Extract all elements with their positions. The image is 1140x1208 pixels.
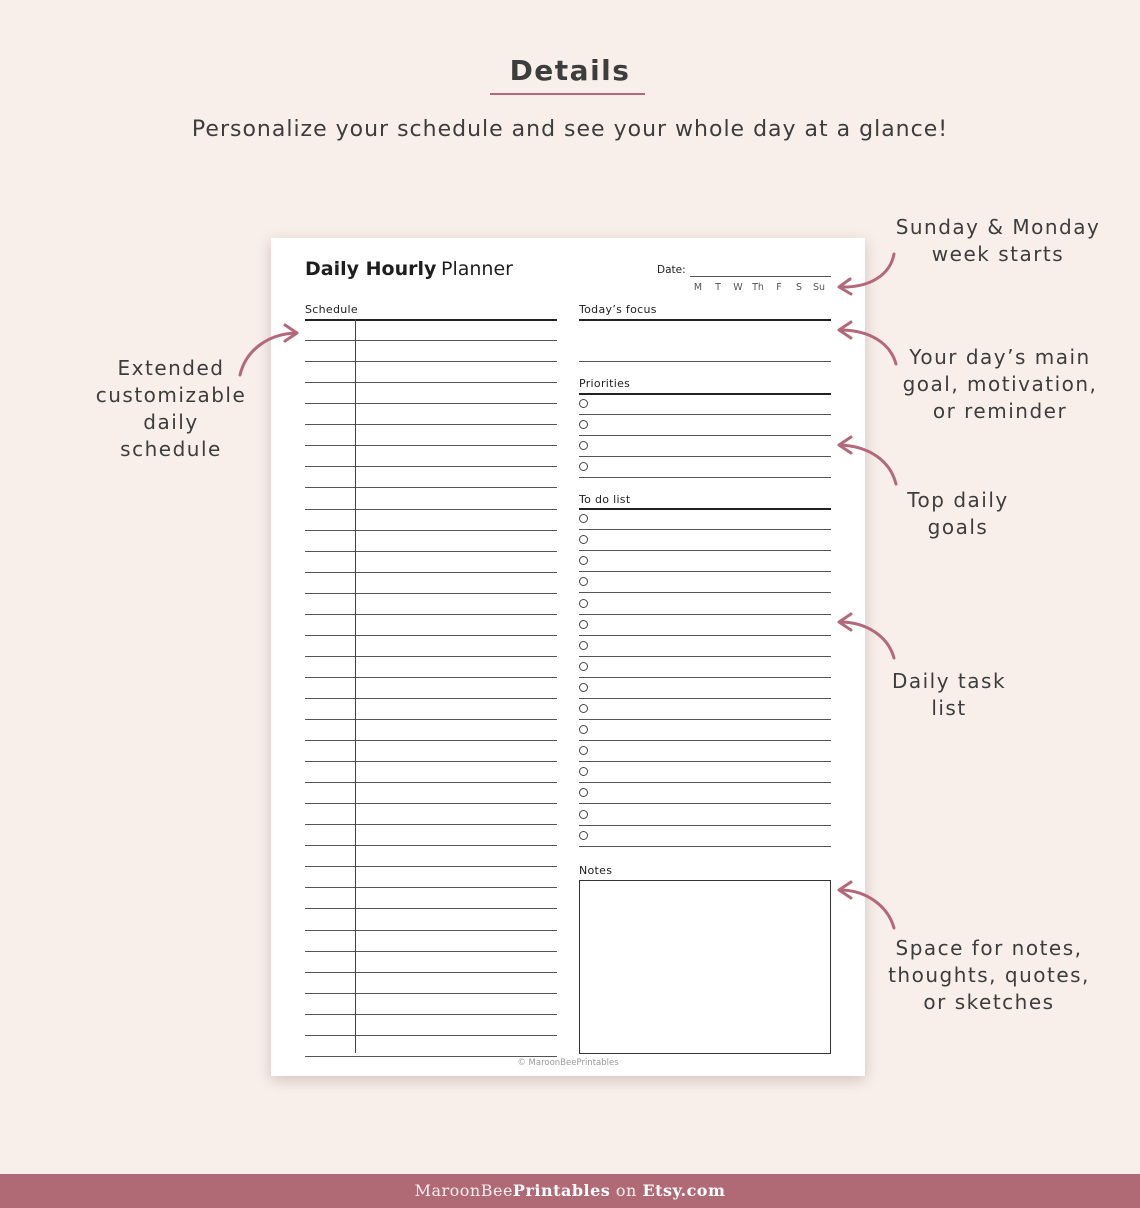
weekday-label: M — [693, 282, 703, 293]
notes-label: Notes — [579, 864, 613, 877]
note-priorities: Top daily goals — [907, 488, 1009, 539]
page-heading: Details — [509, 54, 631, 87]
note-todo: Daily task list — [891, 669, 1007, 720]
focus-label: Today’s focus — [579, 303, 657, 316]
arrow-notes-icon — [839, 882, 894, 928]
note-schedule: Extended customizable daily schedule — [95, 356, 247, 461]
weekday-label: F — [776, 282, 782, 293]
todo-label: To do list — [579, 493, 631, 506]
planner-title-rest: Planner — [441, 258, 513, 280]
arrow-todo-icon — [839, 614, 894, 658]
weekday-label: Th — [752, 282, 764, 293]
weekday-label: T — [715, 282, 721, 293]
date-label: Date: — [657, 264, 686, 276]
arrow-schedule-icon — [240, 325, 297, 375]
arrow-focus-icon — [839, 322, 896, 364]
note-week-starts: Sunday & Monday week starts — [895, 215, 1101, 266]
schedule-label: Schedule — [305, 303, 358, 316]
weekday-label: W — [733, 282, 743, 293]
footer-banner — [0, 1174, 1140, 1208]
footer-brand-a: MaroonBee — [414, 1181, 513, 1200]
priorities-label: Priorities — [579, 377, 631, 390]
page-subheading: Personalize your schedule and see your whole day at a glance! — [191, 117, 949, 142]
weekday-label: S — [795, 282, 803, 293]
arrow-priorities-icon — [839, 437, 896, 484]
arrow-week-starts-icon — [839, 254, 894, 294]
planner-title-bold: Daily Hourly — [305, 258, 437, 280]
copyright-credit: © MaroonBeePrintables — [517, 1058, 619, 1068]
note-focus: Your day’s main goal, motivation, or reminder — [902, 345, 1098, 423]
weekday-label: Su — [812, 282, 826, 293]
note-notes: Space for notes, thoughts, quotes, or sketches — [888, 936, 1090, 1014]
footer-brand-b: Printables — [512, 1181, 611, 1200]
footer-site: Etsy.com — [642, 1181, 726, 1200]
footer-on: on — [615, 1181, 637, 1200]
